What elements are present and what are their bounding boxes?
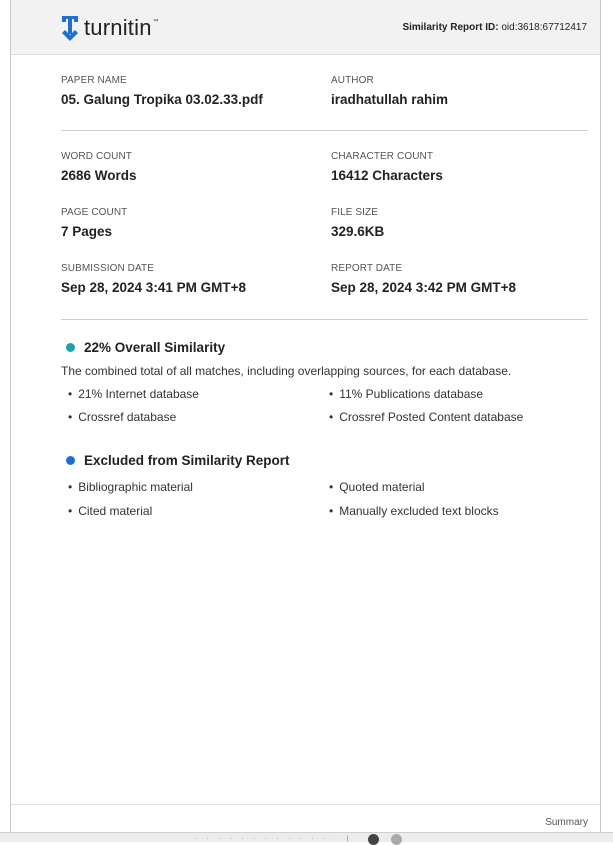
word-count-value: 2686 Words — [61, 168, 137, 183]
paper-name-field — [61, 75, 263, 107]
submission-date-label: SUBMISSION DATE — [61, 263, 154, 274]
similarity-heading — [66, 340, 225, 355]
similarity-item: • 11% Publications database — [329, 387, 483, 401]
excluded-item: • Cited material — [68, 504, 152, 518]
report-header — [11, 0, 600, 55]
report-id — [402, 22, 587, 33]
character-count-value: 16412 Characters — [331, 168, 443, 183]
word-count-field — [61, 151, 137, 183]
viewer-control-icon[interactable] — [368, 834, 379, 845]
file-size-field — [331, 207, 384, 239]
similarity-title: 22% Overall Similarity — [84, 340, 226, 355]
divider — [61, 319, 588, 320]
page-count-field — [61, 207, 127, 239]
paper-name-label: PAPER NAME — [61, 75, 127, 86]
report-id-label: Similarity Report ID: — [402, 22, 499, 33]
submission-date-value: Sep 28, 2024 3:41 PM GMT+8 — [61, 280, 246, 295]
similarity-description: The combined total of all matches, including overlapping sources, for each database. — [61, 364, 512, 378]
author-label: AUTHOR — [331, 75, 374, 86]
excluded-item: • Quoted material — [329, 480, 425, 494]
turnitin-logo-icon — [59, 13, 81, 43]
submission-date-field — [61, 263, 246, 295]
logo-trademark: ™ — [152, 19, 159, 25]
page-count-label: PAGE COUNT — [61, 207, 128, 218]
report-date-label: REPORT DATE — [331, 263, 403, 274]
similarity-item: • 21% Internet database — [68, 387, 199, 401]
file-size-value: 329.6KB — [331, 224, 385, 239]
excluded-item: • Manually excluded text blocks — [329, 504, 499, 518]
report-id-value: oid:3618:67712417 — [501, 22, 587, 33]
author-field — [331, 75, 448, 107]
paper-name-value: 05. Galung Tropika 03.02.33.pdf — [61, 92, 263, 107]
word-count-label: WORD COUNT — [61, 151, 132, 162]
file-size-label: FILE SIZE — [331, 207, 379, 218]
turnitin-logo — [59, 13, 159, 43]
excluded-dot-icon — [66, 456, 75, 465]
similarity-item: • Crossref Posted Content database — [329, 410, 523, 424]
excluded-item: • Bibliographic material — [68, 480, 193, 494]
report-page — [10, 0, 601, 832]
divider — [61, 130, 588, 131]
excluded-title: Excluded from Similarity Report — [84, 453, 290, 468]
viewer-control-icon[interactable] — [391, 834, 402, 845]
author-value: iradhatullah rahim — [331, 92, 449, 107]
similarity-dot-icon — [66, 343, 75, 352]
footer-divider — [11, 804, 600, 805]
report-date-field — [331, 263, 516, 295]
viewer-toolbar-marks: · · · · · · · · · · · · · | — [195, 836, 353, 842]
character-count-field — [331, 151, 443, 183]
excluded-heading — [66, 453, 290, 468]
page-count-value: 7 Pages — [61, 224, 113, 239]
character-count-label: CHARACTER COUNT — [331, 151, 434, 162]
report-date-value: Sep 28, 2024 3:42 PM GMT+8 — [331, 280, 516, 295]
logo-wordmark: turnitin — [84, 15, 152, 40]
footer-summary-label: Summary — [545, 817, 588, 828]
similarity-item: • Crossref database — [68, 410, 176, 424]
